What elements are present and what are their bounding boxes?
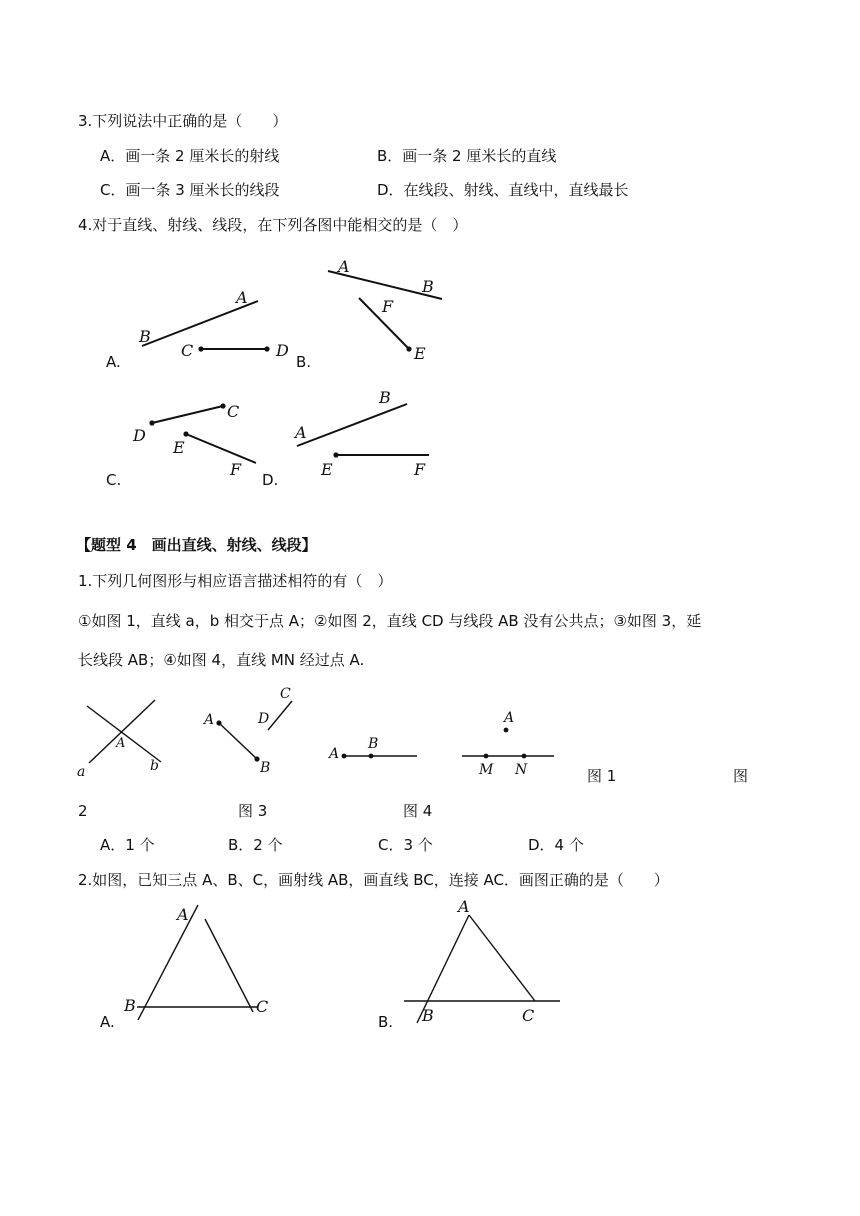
label-a: A: [177, 905, 189, 924]
q4-figure-c: [100, 395, 280, 490]
point-d: [149, 420, 154, 425]
caption-fig4: 图 4: [403, 802, 433, 820]
label-line-b: b: [150, 758, 159, 774]
segment-ac: [205, 919, 253, 1012]
label-b: B: [124, 996, 136, 1015]
label-c: C: [280, 686, 291, 702]
label-a-point: A: [116, 736, 126, 751]
segment-ac: [469, 915, 535, 1001]
label-line-a: a: [77, 764, 86, 780]
label-c: C: [181, 341, 194, 360]
point-b: [254, 756, 259, 761]
s1-figure-1: [75, 690, 175, 785]
ray-ab: [138, 905, 198, 1020]
q3-option-c: C．画一条 3 厘米长的线段: [100, 181, 280, 199]
label-b: B: [422, 1006, 434, 1025]
s1-option-d: D．4 个: [528, 836, 584, 854]
label-m: M: [479, 762, 494, 778]
point-e: [333, 452, 338, 457]
caption-fig2-number: 2: [78, 802, 88, 820]
s2-figure-b: [400, 895, 570, 1030]
line-a: [89, 700, 155, 763]
line-ab: [297, 404, 407, 446]
point-m: [484, 754, 489, 759]
s2-option-a: A.: [100, 1013, 115, 1031]
point-n: [522, 754, 527, 759]
label-e: E: [321, 460, 333, 479]
caption-fig3: 图 3: [238, 802, 268, 820]
label-b: B: [379, 388, 391, 407]
q4-figure-b: [296, 255, 456, 370]
s1-option-c: C．3 个: [378, 836, 433, 854]
s1-desc-line2: 长线段 AB；④如图 4，直线 MN 经过点 A.: [78, 651, 365, 669]
label-e: E: [414, 344, 426, 363]
caption-fig1: 图 1: [587, 767, 617, 785]
caption-fig2-part: 图: [733, 767, 749, 785]
label-f: F: [382, 297, 394, 316]
label-a: A: [295, 423, 307, 442]
segment-dc: [152, 406, 223, 423]
label-a: A: [458, 897, 470, 916]
label-f: F: [414, 460, 426, 479]
s1-desc-line1: ①如图 1，直线 a，b 相交于点 A；②如图 2，直线 CD 与线段 AB 没有公共点；③如图 3，延: [78, 612, 702, 630]
s1-figure-2: [198, 683, 308, 778]
q3-option-d: D．在线段、射线、直线中，直线最长: [377, 181, 629, 199]
point-c: [198, 346, 203, 351]
label-e: E: [173, 438, 185, 457]
label-d: D: [133, 426, 146, 445]
s1-option-b: B．2 个: [228, 836, 283, 854]
line-cd: [268, 701, 292, 730]
point-b: [369, 754, 374, 759]
point-e: [183, 431, 188, 436]
label-a: A: [504, 710, 515, 726]
point-d: [264, 346, 269, 351]
s1-figure-3: [325, 730, 425, 770]
label-f: F: [230, 460, 242, 479]
ray-ef: [186, 434, 256, 463]
point-a: [504, 728, 509, 733]
label-b: B: [139, 327, 151, 346]
s2-stem: 2.如图，已知三点 A、B、C，画射线 AB，画直线 BC，连接 AC．画图正确的是（ ）: [78, 871, 669, 889]
point-e: [406, 346, 411, 351]
q4-stem: 4.对于直线、射线、线段，在下列各图中能相交的是（ ）: [78, 216, 468, 234]
label-d: D: [258, 711, 270, 727]
label-c: C: [256, 997, 269, 1016]
s1-option-a: A．1 个: [100, 836, 155, 854]
label-a: A: [204, 712, 215, 728]
segment-ab: [219, 723, 257, 759]
label-a: A: [236, 288, 248, 307]
q4-figure-a: [100, 280, 310, 380]
s2-option-b: B.: [378, 1013, 394, 1031]
label-a: A: [329, 746, 340, 762]
label-d: D: [276, 341, 289, 360]
label-c: C: [522, 1006, 535, 1025]
label-c: C: [227, 402, 240, 421]
q3-stem: 3.下列说法中正确的是（ ）: [78, 112, 288, 130]
s1-stem: 1.下列几何图形与相应语言描述相符的有（ ）: [78, 572, 393, 590]
point-a: [342, 754, 347, 759]
q4-option-b: B.: [296, 353, 312, 371]
point-c: [220, 403, 225, 408]
line-ba: [142, 301, 258, 346]
label-b: B: [422, 277, 434, 296]
q3-option-b: B．画一条 2 厘米长的直线: [377, 147, 557, 165]
label-n: N: [515, 762, 528, 778]
s2-figure-a: [115, 900, 285, 1030]
label-b: B: [260, 760, 271, 776]
point-a: [216, 720, 221, 725]
q4-option-d: D.: [262, 471, 279, 489]
label-a: A: [338, 257, 350, 276]
s1-figure-4: [455, 705, 565, 780]
q4-figure-d: [285, 385, 455, 490]
label-b: B: [368, 736, 379, 752]
q4-option-a: A.: [106, 353, 121, 371]
q3-option-a: A．画一条 2 厘米长的射线: [100, 147, 280, 165]
q4-option-c: C.: [106, 471, 122, 489]
section-title: 【题型 4 画出直线、射线、线段】: [76, 536, 317, 554]
